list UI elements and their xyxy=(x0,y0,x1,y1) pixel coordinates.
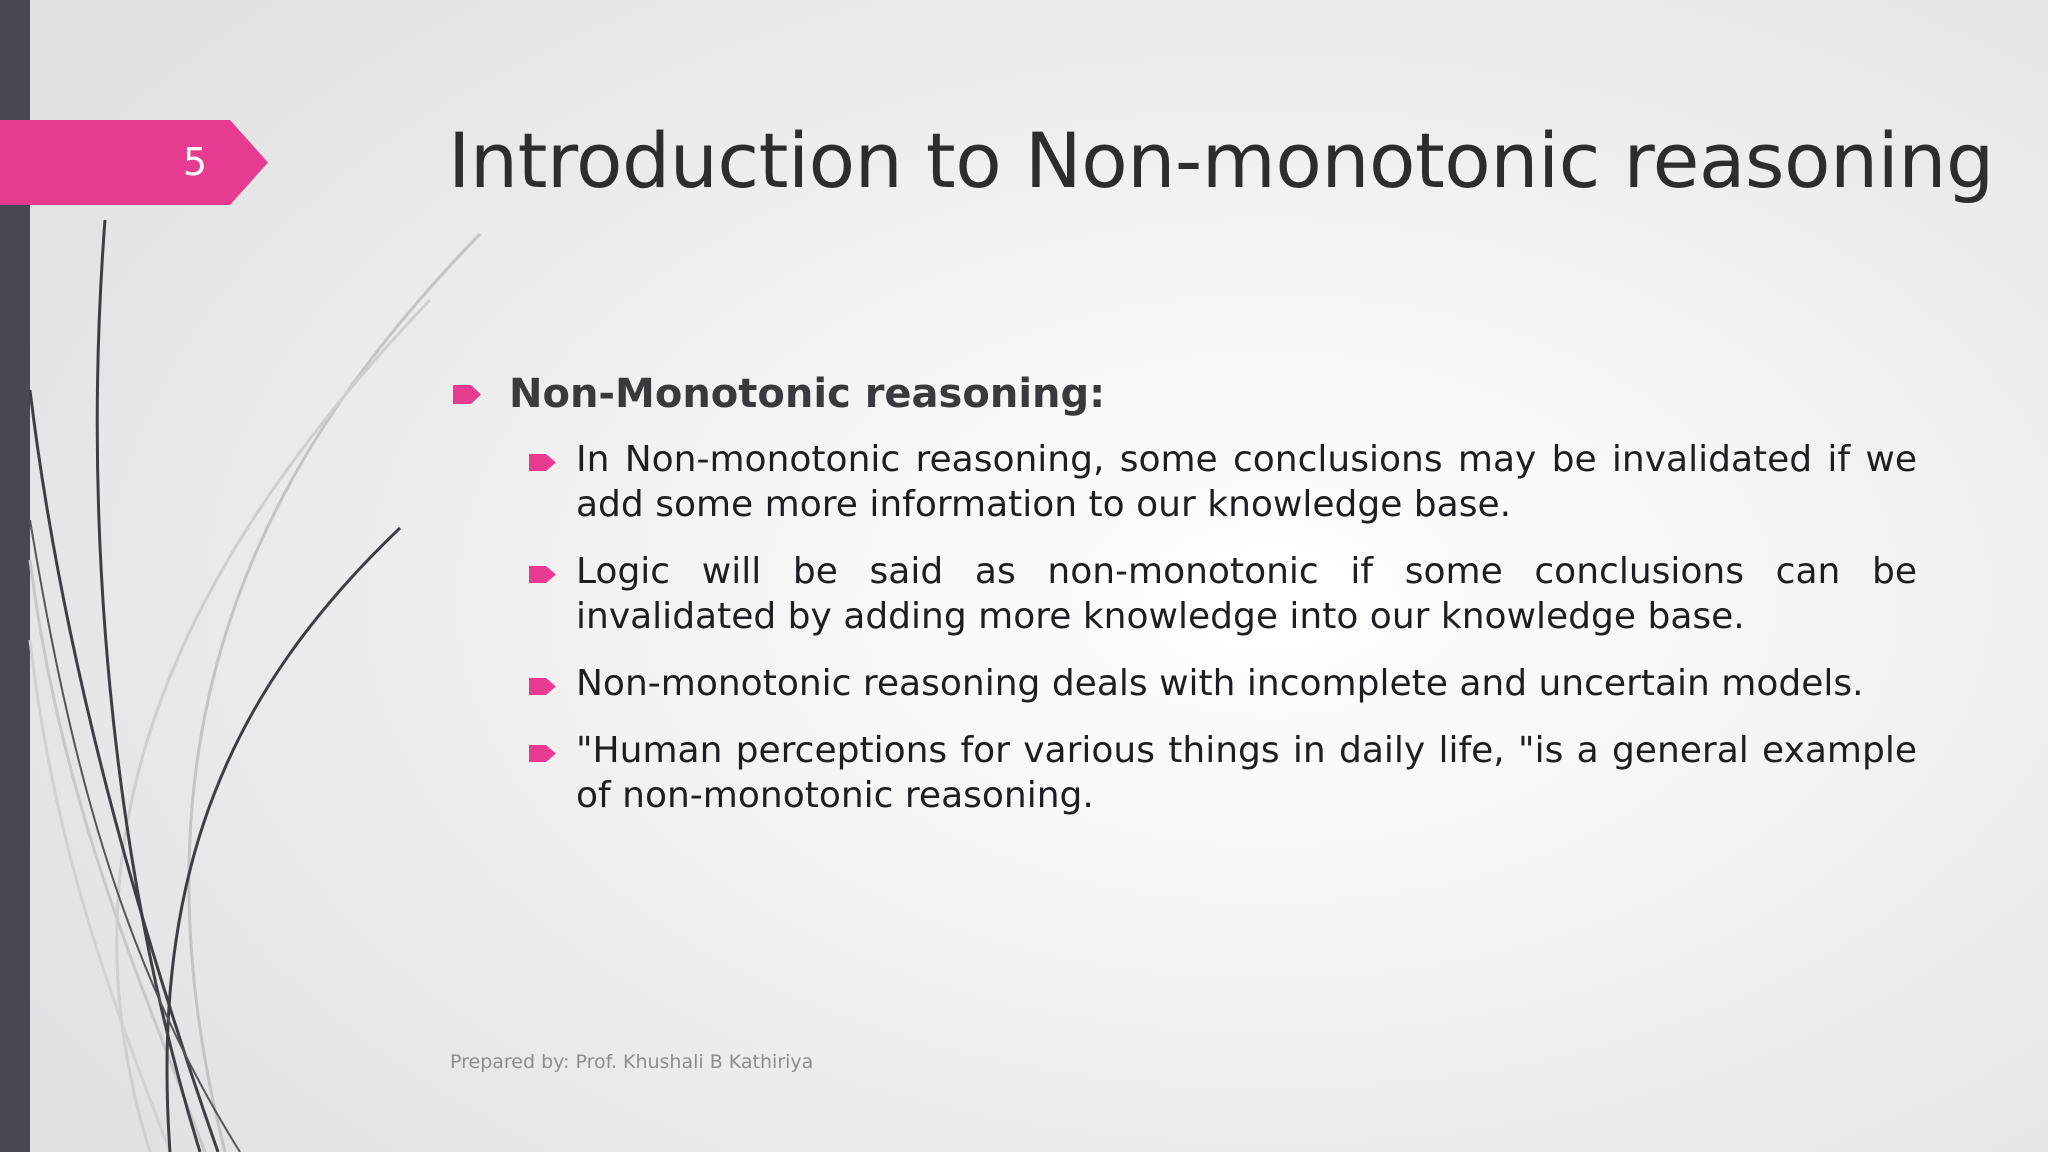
slide-number-tab xyxy=(0,120,268,205)
pink-arrow-bullet-icon xyxy=(529,678,556,695)
list-item xyxy=(529,728,1917,818)
pink-arrow-bullet-icon xyxy=(529,566,556,583)
list-item xyxy=(529,661,1917,706)
main-bullet-label: Non-Monotonic reasoning: xyxy=(509,371,1106,417)
slide-number: 5 xyxy=(182,140,208,184)
sub-bullet-text: Non-monotonic reasoning deals with incomplete and uncertain models. xyxy=(576,663,1864,704)
slide-title: Introduction to Non-monotonic reasoning xyxy=(448,116,1994,205)
footer-credit: Prepared by: Prof. Khushali B Kathiriya xyxy=(450,1051,814,1073)
sub-bullet-list xyxy=(529,437,1917,840)
pink-arrow-bullet-icon xyxy=(529,745,556,762)
sub-bullet-text: Logic will be said as non-monotonic if some conclusions can be invalidated by adding more knowledge into our knowledge base. xyxy=(576,551,1917,637)
list-item xyxy=(529,437,1917,527)
pink-arrow-bullet-icon xyxy=(529,454,556,471)
list-item xyxy=(529,549,1917,639)
sub-bullet-text: "Human perceptions for various things in daily life, "is a general example of non-monotonic reasoning. xyxy=(576,730,1917,816)
sub-bullet-text: In Non-monotonic reasoning, some conclusions may be invalidated if we add some more information to our knowledge base. xyxy=(576,439,1917,525)
